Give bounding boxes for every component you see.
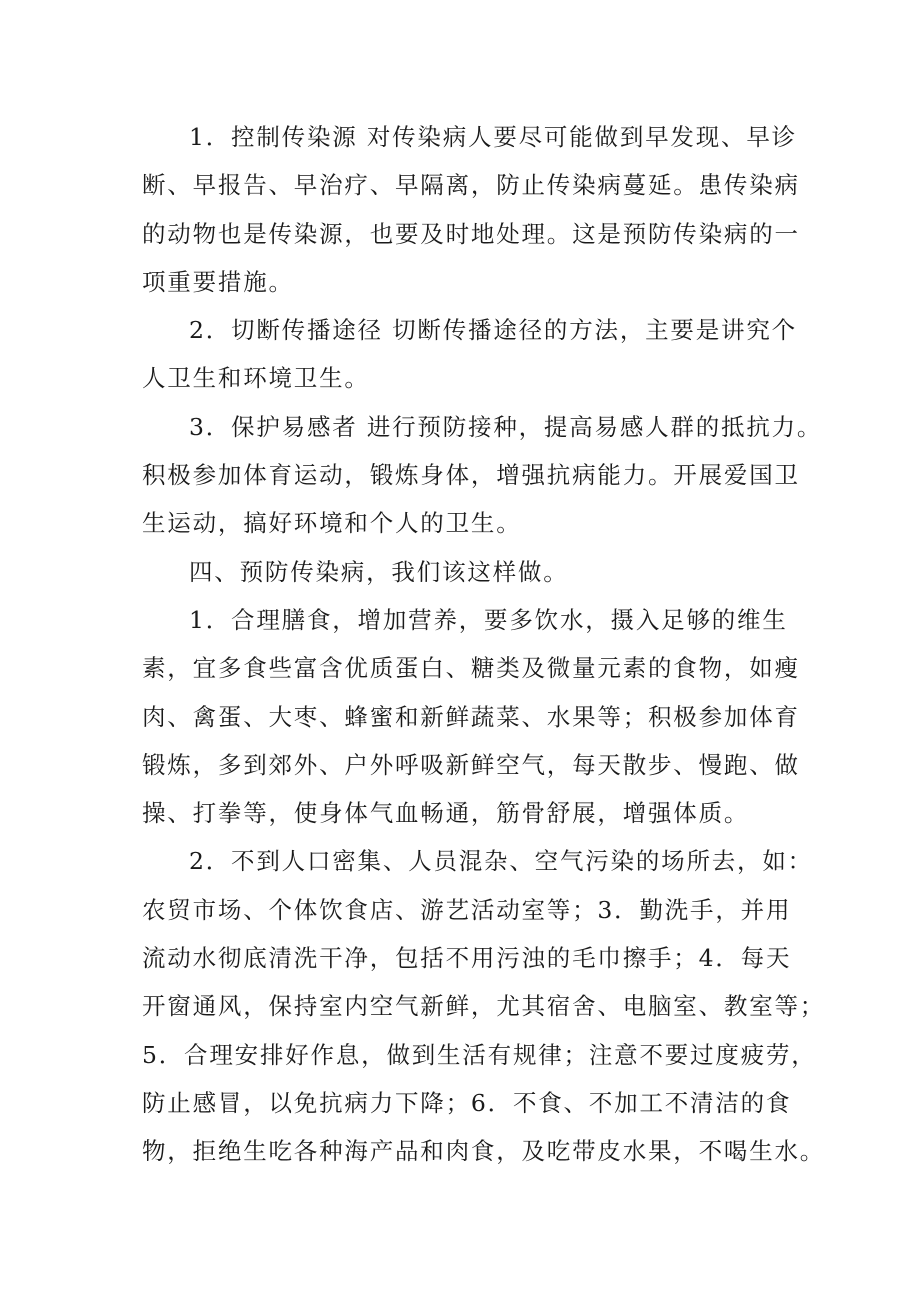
text-line: 生运动，搞好环境和个人的卫生。 [142,509,522,538]
text-line: 1．合理膳食，增加营养，要多饮水，摄入足够的维生 [189,605,788,634]
text-line: 的动物也是传染源，也要及时地处理。这是预防传染病的一 [142,219,800,248]
text-line: 操、打拳等，使身体气血畅通，筋骨舒展，增强体质。 [142,799,750,828]
heading-line: 四、预防传染病，我们该这样做。 [189,557,569,586]
text-line: 5．合理安排好作息，做到生活有规律；注意不要过度疲劳， [142,1040,817,1069]
paragraph-hygiene-habits [142,837,826,1175]
text-line: 农贸市场、个体饮食店、游艺活动室等；3．勤洗手，并用 [142,895,792,924]
text-line: 物，拒绝生吃各种海产品和肉食，及吃带皮水果，不喝生水。 [142,1137,826,1166]
text-line: 防止感冒，以免抗病力下降；6．不食、不加工不清洁的食 [142,1088,792,1117]
paragraph-protect-susceptible [142,403,823,548]
text-line: 2．不到人口密集、人员混杂、空气污染的场所去，如： [189,847,813,876]
paragraph-diet-exercise [142,596,800,837]
text-line: 锻炼，多到郊外、户外呼吸新鲜空气，每天散步、慢跑、做 [142,750,800,779]
text-line: 积极参加体育运动，锻炼身体，增强抗病能力。开展爱国卫 [142,461,800,490]
text-line: 项重要措施。 [142,267,294,296]
text-line: 肉、禽蛋、大枣、蜂蜜和新鲜蔬菜、水果等；积极参加体育 [142,702,800,731]
paragraph-control-source [142,113,800,306]
text-line: 素，宜多食些富含优质蛋白、糖类及微量元素的食物，如瘦 [142,654,800,683]
text-line: 2．切断传播途径 切断传播途径的方法，主要是讲究个 [189,316,797,345]
text-line: 流动水彻底清洗干净，包括不用污浊的毛巾擦手；4．每天 [142,944,792,973]
text-line: 人卫生和环境卫生。 [142,364,370,393]
text-line: 1．控制传染源 对传染病人要尽可能做到早发现、早诊 [189,123,797,151]
text-line: 3．保护易感者 进行预防接种，提高易感人群的抵抗力。 [189,412,823,441]
text-line: 断、早报告、早治疗、早隔离，防止传染病蔓延。患传染病 [142,171,800,200]
paragraph-cut-transmission [142,306,797,403]
text-line: 开窗通风，保持室内空气新鲜，尤其宿舍、电脑室、教室等； [142,992,826,1021]
section-heading [142,548,788,596]
